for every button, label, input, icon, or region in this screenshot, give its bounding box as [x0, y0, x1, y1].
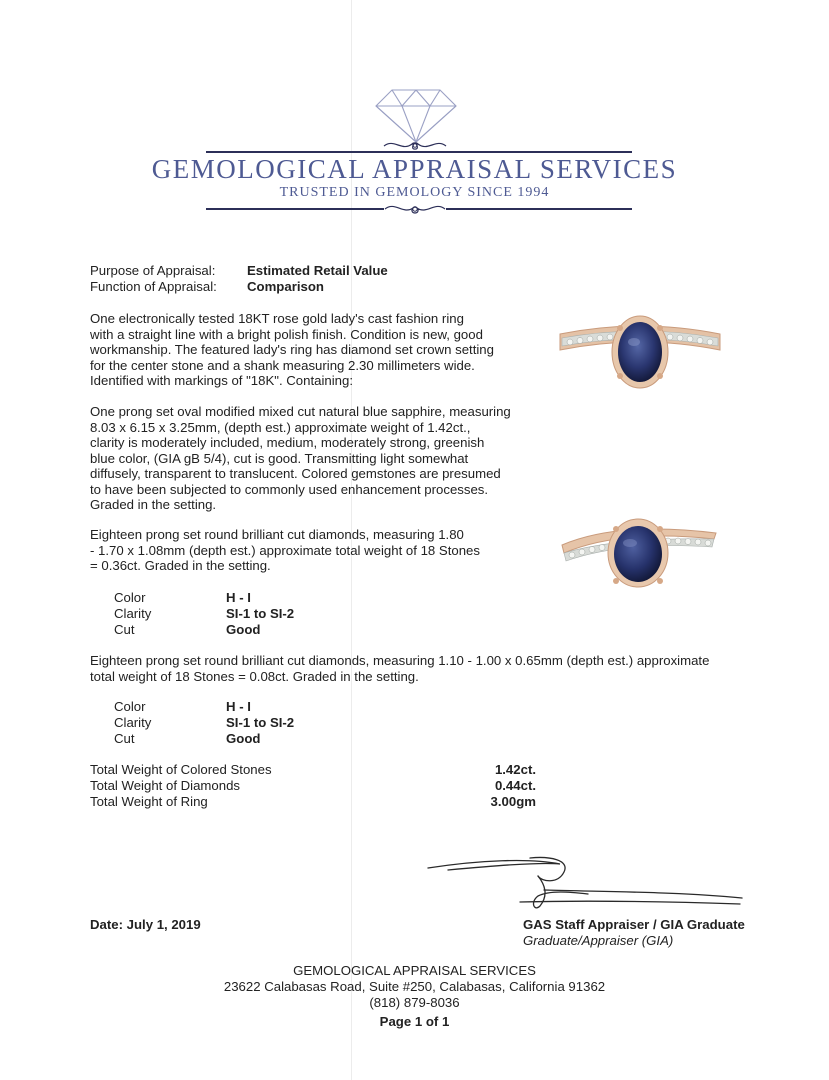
- footer-company: GEMOLOGICAL APPRAISAL SERVICES: [293, 963, 536, 978]
- diamonds-2-line: Eighteen prong set round brilliant cut diamonds, measuring 1.10 - 1.00 x 0.65mm (depth est.) approximate: [90, 653, 710, 668]
- sapphire-line: clarity is moderately included, medium, moderately strong, greenish: [90, 435, 485, 450]
- description-line: Identified with markings of "18K". Containing:: [90, 373, 353, 388]
- grade-1-color-value: H - I: [226, 590, 251, 605]
- grade-1-clarity-label: Clarity: [114, 606, 152, 621]
- total-ring-weight-label: Total Weight of Ring: [90, 794, 208, 809]
- company-tagline: TRUSTED IN GEMOLOGY SINCE 1994: [279, 185, 550, 200]
- appraisal-date: Date: July 1, 2019: [90, 917, 201, 932]
- function-label: Function of Appraisal:: [90, 279, 217, 294]
- company-name: GEMOLOGICAL APPRAISAL SERVICES: [151, 154, 678, 184]
- sapphire-description: [90, 404, 511, 513]
- signer-title: GAS Staff Appraiser / GIA Graduate: [523, 917, 745, 932]
- grade-1-cut-value: Good: [226, 622, 261, 637]
- grade-1-cut-label: Cut: [114, 622, 135, 637]
- grade-2-cut-value: Good: [226, 731, 261, 746]
- sapphire-line: 8.03 x 6.15 x 3.25mm, (depth est.) approximate weight of 1.42ct.,: [90, 419, 471, 435]
- sapphire-line: One prong set oval modified mixed cut natural blue sapphire, measuring: [90, 404, 511, 419]
- description-line: One electronically tested 18KT rose gold lady's cast fashion ring: [90, 311, 464, 326]
- total-colored-stones-value: 1.42ct.: [494, 762, 536, 777]
- diamonds-1-line: = 0.36ct. Graded in the setting.: [90, 558, 271, 573]
- total-diamonds-label: Total Weight of Diamonds: [90, 778, 241, 793]
- ring-description: [90, 311, 494, 389]
- footer-phone: (818) 879-8036: [369, 995, 460, 1010]
- grade-2-color-label: Color: [114, 699, 146, 714]
- flourish-bottom-icon: [383, 201, 447, 219]
- diamonds-2-line: total weight of 18 Stones = 0.08ct. Graded in the setting.: [90, 668, 419, 684]
- total-ring-weight-value: 3.00gm: [490, 794, 536, 809]
- header-rule-bottom-left: [206, 208, 384, 210]
- grade-2-clarity-label: Clarity: [114, 715, 152, 730]
- grade-1-color-label: Color: [114, 590, 146, 605]
- diamonds-2-description: [90, 653, 709, 684]
- grade-2-clarity-value: SI-1 to SI-2: [226, 715, 295, 730]
- letterhead: [0, 84, 829, 224]
- description-line: for the center stone and a shank measuring 2.30 millimeters wide.: [90, 357, 475, 373]
- function-value: Comparison: [247, 279, 324, 294]
- purpose-value: Estimated Retail Value: [247, 263, 388, 278]
- description-line: with a straight line with a bright polish finish. Condition is new, good: [90, 326, 483, 342]
- diamonds-1-line: - 1.70 x 1.08mm (depth est.) approximate total weight of 18 Stones: [90, 542, 480, 558]
- sapphire-line: blue color, (GIA gB 5/4), cut is good. Transmitting light somewhat: [90, 450, 469, 466]
- header-rule-top: [206, 151, 632, 153]
- total-colored-stones-label: Total Weight of Colored Stones: [90, 762, 272, 777]
- grade-2-color-value: H - I: [226, 699, 251, 714]
- description-line: workmanship. The featured lady's ring has diamond set crown setting: [90, 342, 494, 357]
- total-diamonds-value: 0.44ct.: [494, 778, 536, 793]
- signer-subtitle: Graduate/Appraiser (GIA): [523, 933, 674, 948]
- diamonds-1-description: [90, 527, 480, 574]
- sapphire-line: Graded in the setting.: [90, 497, 217, 512]
- ring-photo-angled-view: [558, 515, 722, 595]
- header-rule-bottom-right: [446, 208, 632, 210]
- grade-2-cut-label: Cut: [114, 731, 135, 746]
- page-number: Page 1 of 1: [379, 1014, 450, 1029]
- grade-1-clarity-value: SI-1 to SI-2: [226, 606, 295, 621]
- sapphire-line: to have been subjected to commonly used enhancement processes.: [90, 481, 489, 497]
- appraiser-signature: [420, 852, 750, 918]
- ring-photo-top-view: [558, 312, 722, 396]
- purpose-label: Purpose of Appraisal:: [90, 263, 216, 278]
- diamonds-1-line: Eighteen prong set round brilliant cut diamonds, measuring 1.80: [90, 527, 464, 542]
- footer-address: 23622 Calabasas Road, Suite #250, Calabasas, California 91362: [223, 979, 606, 994]
- sapphire-line: diffusely, transparent to translucent. Colored gemstones are presumed: [90, 466, 501, 481]
